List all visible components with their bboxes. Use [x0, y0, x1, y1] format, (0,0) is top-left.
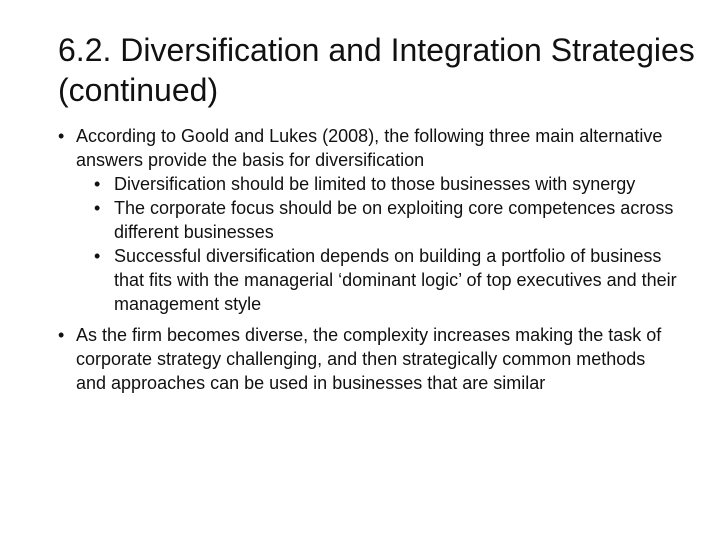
sub-bullet-item-2 [94, 196, 678, 244]
slide-body [58, 124, 678, 395]
slide-title: 6.2. Diversification and Integration Strategies (continued) [58, 32, 695, 108]
sub-bullet-text: The corporate focus should be on exploiting core competences across different businesses [114, 198, 674, 242]
sub-bullet-list [94, 172, 678, 316]
bullet-dot-icon: • [58, 325, 65, 345]
bullet-dot-icon: • [94, 198, 101, 218]
sub-bullet-text: Successful diversification depends on building a portfolio of business that fits with the managerial ‘dominant logic’ of top executives and their management style [114, 246, 677, 314]
bullet-dot-icon: • [58, 126, 65, 146]
bullet-list [58, 124, 678, 395]
sub-bullet-item-1 [94, 172, 678, 196]
bullet-item-2 [58, 323, 678, 395]
bullet-text: According to Goold and Lukes (2008), the following three main alternative answers provide the basis for diversification [76, 126, 663, 170]
sub-bullet-item-3 [94, 244, 678, 316]
bullet-dot-icon: • [94, 246, 101, 266]
bullet-text: As the firm becomes diverse, the complexity increases making the task of corporate strategy challenging, and then strategically common methods and approaches can be used in businesses that are similar [76, 325, 662, 393]
sub-bullet-text: Diversification should be limited to those businesses with synergy [114, 174, 636, 194]
bullet-dot-icon: • [94, 174, 101, 194]
bullet-item-1 [58, 124, 678, 316]
